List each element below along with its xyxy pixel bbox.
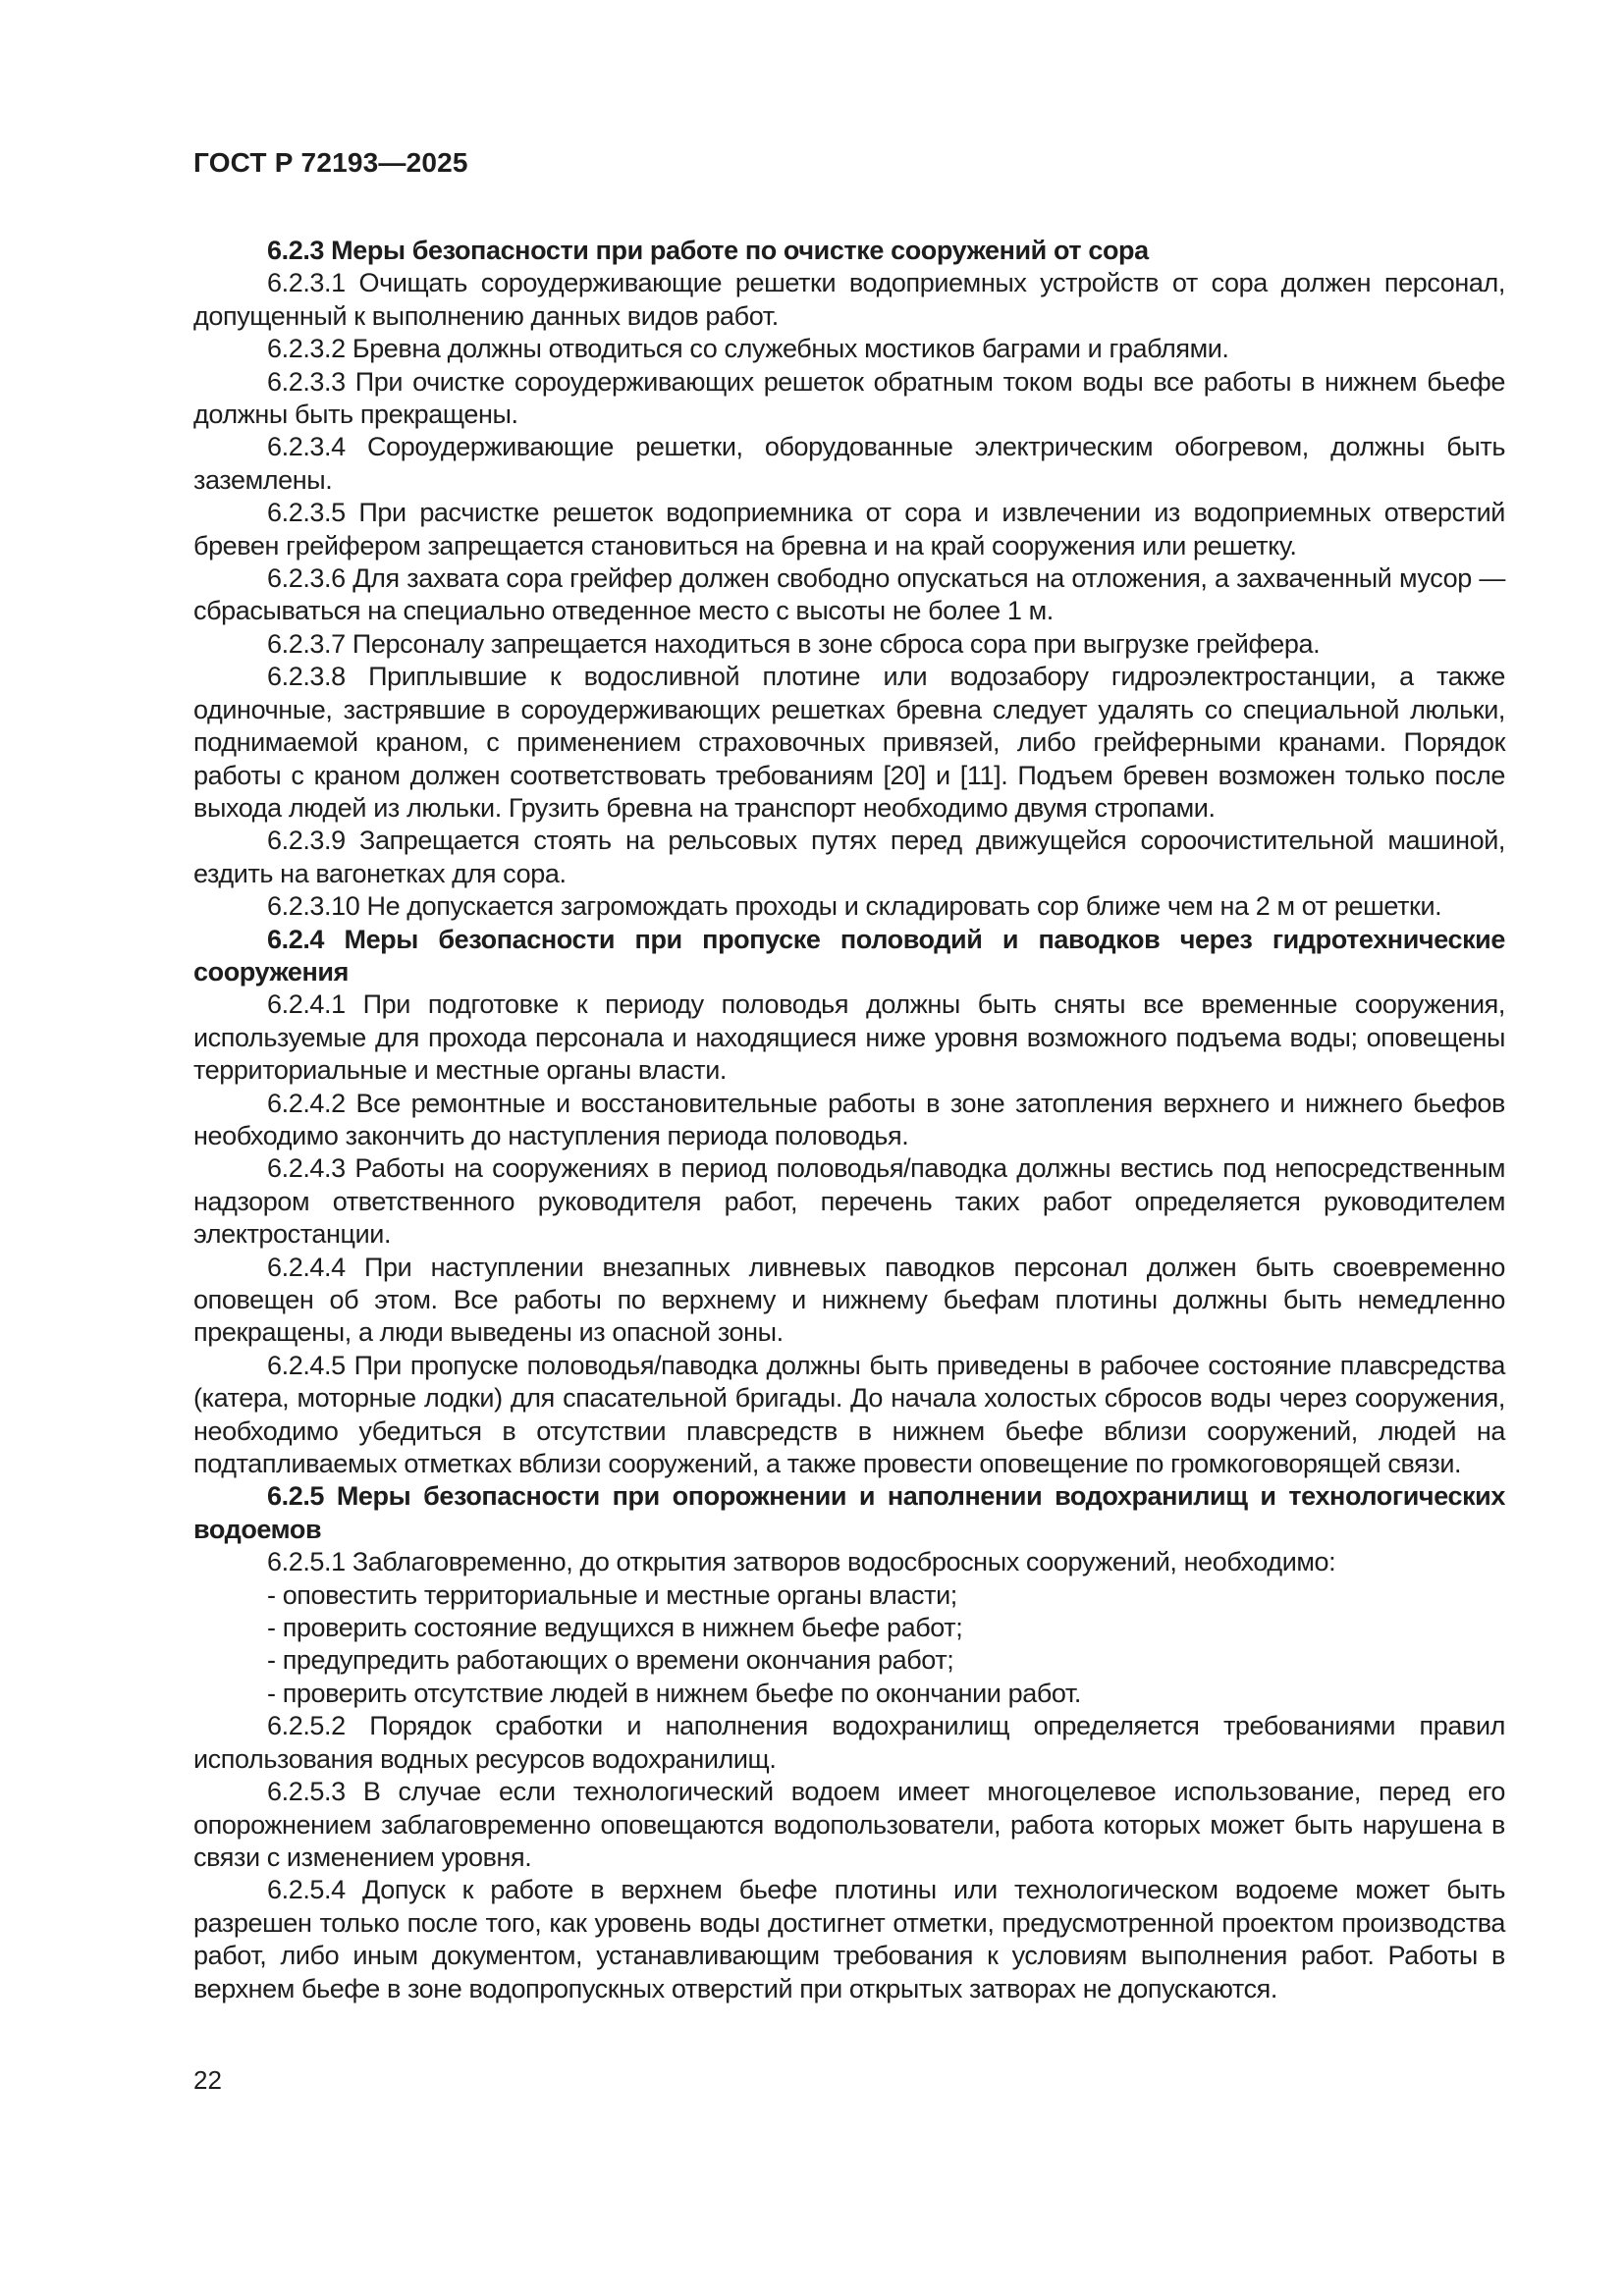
paragraph: 6.2.3.4 Сороудерживающие решетки, оборудованные электрическим обогревом, должны быть заземлены. <box>193 432 1505 495</box>
paragraph: 6.2.3.1 Очищать сороудерживающие решетки водоприемных устройств от сора должен персонал, допущенный к выполнению данных видов работ. <box>193 268 1505 331</box>
list-item: - предупредить работающих о времени окончания работ; <box>267 1645 954 1676</box>
paragraph: 6.2.4.4 При наступлении внезапных ливневых паводков персонал должен быть своевременно оповещен об этом. Все работы по верхнему и нижнему бьефам плотины должны быть немедленно прекращены, а люди выведены из опасной зоны. <box>193 1252 1505 1348</box>
paragraph: 6.2.3.6 Для захвата сора грейфер должен свободно опускаться на отложения, а захваченный мусор — сбрасываться на специально отведенное место с высоты не более 1 м. <box>193 563 1505 626</box>
section-heading: 6.2.4 Меры безопасности при пропуске половодий и паводков через гидротехнические сооружения <box>193 924 1505 987</box>
paragraph: 6.2.4.3 Работы на сооружениях в период половодья/паводка должны вестись под непосредственным надзором ответственного руководителя работ, перечень таких работ определяется руководителем электростанции. <box>193 1153 1505 1250</box>
paragraph: 6.2.3.9 Запрещается стоять на рельсовых путях перед движущейся сороочистительной машиной, ездить на вагонетках для сора. <box>193 826 1505 888</box>
paragraph: 6.2.4.2 Все ремонтные и восстановительные работы в зоне затопления верхнего и нижнего бьефов необходимо закончить до наступления периода половодья. <box>193 1088 1505 1150</box>
paragraph: 6.2.4.5 При пропуске половодья/паводка должны быть приведены в рабочее состояние плавсредства (катера, моторные лодки) для спасательной бригады. До начала холостых сбросов воды через сооружения, необходимо убедиться в отсутствии плавсредств в нижнем бьефе вблизи сооружений, людей на подтапливаемых отметках вблизи сооружений, а также провести оповещение по громкоговорящей связи. <box>193 1350 1505 1479</box>
paragraph: 6.2.5.2 Порядок сработки и наполнения водохранилищ определяется требованиями правил использования водных ресурсов водохранилищ. <box>193 1711 1505 1774</box>
list-item: - проверить отсутствие людей в нижнем бьефе по окончании работ. <box>267 1678 1081 1708</box>
section-heading: 6.2.5 Меры безопасности при опорожнении и наполнении водохранилищ и технологических водоемов <box>193 1481 1505 1544</box>
paragraph: 6.2.3.7 Персоналу запрещается находиться в зоне сброса сора при выгрузке грейфера. <box>267 628 1321 659</box>
paragraph: 6.2.3.5 При расчистке решеток водоприемника от сора и извлечении из водоприемных отверстий бревен грейфером запрещается становиться на бревна и на край сооружения или решетку. <box>193 498 1505 561</box>
list-item: - проверить состояние ведущихся в нижнем бьефе работ; <box>267 1613 963 1643</box>
paragraph: 6.2.5.3 В случае если технологический водоем имеет многоцелевое использование, перед его опорожнением заблаговременно оповещаются водопользователи, работа которых может быть нарушена в связи с изменением уровня. <box>193 1777 1505 1872</box>
paragraph: 6.2.3.8 Приплывшие к водосливной плотине или водозабору гидроэлектростанции, а также одиночные, застрявшие в сороудерживающих решетках бревна следует удалять со специальной люльки, поднимаемой краном, с применением страховочных привязей, либо грейферными кранами. Порядок работы с краном должен соответствовать требованиям [20] и [11]. Подъем бревен возможен только после выхода людей из люльки. Грузить бревна на транспорт необходимо двумя стропами. <box>193 662 1505 823</box>
list-item: - оповестить территориальные и местные органы власти; <box>267 1579 957 1610</box>
paragraph: 6.2.5.1 Заблаговременно, до открытия затворов водосбросных сооружений, необходимо: <box>267 1547 1336 1577</box>
paragraph: 6.2.3.10 Не допускается загромождать проходы и складировать сор ближе чем на 2 м от решетки. <box>267 891 1442 922</box>
paragraph: 6.2.3.2 Бревна должны отводиться со служебных мостиков баграми и граблями. <box>267 334 1229 364</box>
paragraph: 6.2.5.4 Допуск к работе в верхнем бьефе плотины или технологическом водоеме может быть разрешен только после того, как уровень воды достигнет отметки, предусмотренной проектом производства работ, либо иным документом, устанавливающим требования к условиям выполнения работ. Работы в верхнем бьефе в зоне водопропускных отверстий при открытых затворах не допускаются. <box>193 1875 1505 2003</box>
standard-code-header: ГОСТ Р 72193—2025 <box>193 147 468 178</box>
section-heading: 6.2.3 Меры безопасности при работе по очистке сооружений от сора <box>267 236 1149 265</box>
page-number: 22 <box>193 2065 222 2095</box>
paragraph: 6.2.3.3 При очистке сороудерживающих решеток обратным током воды все работы в нижнем бьефе должны быть прекращены. <box>193 366 1505 430</box>
paragraph: 6.2.4.1 При подготовке к периоду половодья должны быть сняты все временные сооружения, используемые для прохода персонала и находящиеся ниже уровня возможного подъема воды; оповещены территориальные и местные органы власти. <box>193 989 1505 1086</box>
document-body <box>193 235 1505 2005</box>
